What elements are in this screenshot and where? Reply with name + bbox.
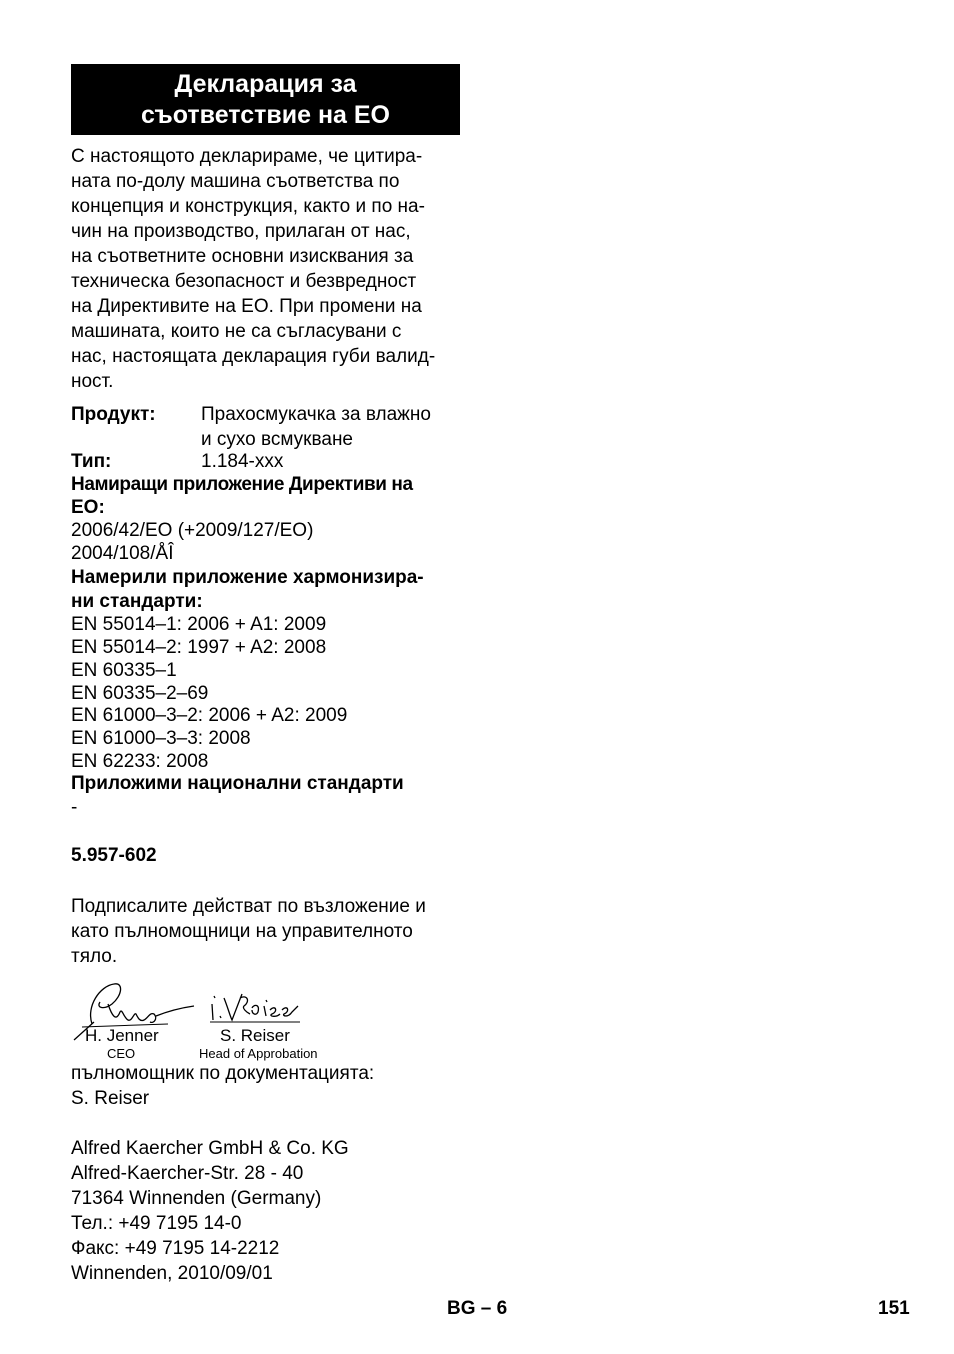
page-title (71, 64, 460, 135)
reiser-name: S. Reiser (220, 1026, 290, 1045)
directives-heading: Намиращи приложение Директиви на (71, 474, 413, 495)
footer-section: BG – 6 (447, 1298, 508, 1319)
intro-line: техническа безопасност и безвредност (71, 271, 417, 292)
company-line: Winnenden, 2010/09/01 (71, 1263, 273, 1284)
directive-item: 2004/108/ÅÎ (71, 543, 174, 564)
intro-line: на съответните основни изисквания за (71, 246, 414, 267)
reiser-signature-image (206, 990, 302, 1026)
standard-item: EN 55014–2: 1997 + A2: 2008 (71, 637, 327, 658)
intro-line: ната по-долу машина съответства по (71, 171, 400, 192)
intro-line: концепция и конструкция, както и по на- (71, 196, 425, 217)
standards-heading-cont: ни стандарти: (71, 591, 203, 612)
intro-line: на Директивите на ЕО. При промени на (71, 296, 422, 317)
national-heading: Приложими национални стандарти (71, 773, 404, 794)
jenner-name: H. Jenner (85, 1026, 159, 1045)
standard-item: EN 60335–2–69 (71, 683, 209, 704)
authorized-label: пълномощник по документацията: (71, 1063, 375, 1084)
company-line: Тел.: +49 7195 14-0 (71, 1213, 242, 1234)
signatories-line: тяло. (71, 946, 118, 967)
intro-line: нас, настоящата декларация губи валид- (71, 346, 436, 367)
jenner-role: CEO (107, 1046, 136, 1061)
standard-item: EN 61000–3–3: 2008 (71, 728, 251, 749)
national-value: - (71, 797, 78, 818)
directives-heading-cont: ЕО: (71, 497, 105, 518)
product-value: Прахосмукачка за влажно (201, 404, 431, 425)
signatories-line: Подписалите действат по възложение и (71, 896, 426, 917)
intro-line: машината, които не са съгласувани с (71, 321, 402, 342)
product-value-cont: и сухо всмукване (201, 429, 353, 450)
company-line: Alfred Kaercher GmbH & Co. KG (71, 1138, 349, 1159)
type-value: 1.184-xxx (201, 451, 284, 472)
standard-item: EN 55014–1: 2006 + A1: 2009 (71, 614, 327, 635)
title-line-1: Декларация за (174, 69, 357, 98)
intro-line: чин на производство, прилаган от нас, (71, 221, 411, 242)
page-number: 151 (878, 1298, 910, 1319)
standard-item: EN 62233: 2008 (71, 751, 209, 772)
directive-item: 2006/42/ЕО (+2009/127/ЕО) (71, 520, 314, 541)
company-line: Alfred-Kaercher-Str. 28 - 40 (71, 1163, 304, 1184)
standard-item: EN 60335–1 (71, 660, 177, 681)
reiser-role: Head of Approbation (199, 1046, 318, 1061)
company-line: 71364 Winnenden (Germany) (71, 1188, 322, 1209)
signatories-line: като пълномощници на управителното (71, 921, 413, 942)
document-number: 5.957-602 (71, 845, 157, 866)
company-line: Факс: +49 7195 14-2212 (71, 1238, 280, 1259)
type-label: Тип: (71, 451, 112, 472)
title-line-2: съответствие на ЕО (140, 100, 391, 129)
intro-line: С настоящото декларираме, че цитира- (71, 146, 423, 167)
authorized-name: S. Reiser (71, 1088, 150, 1109)
standard-item: EN 61000–3–2: 2006 + A2: 2009 (71, 705, 348, 726)
intro-line: ност. (71, 371, 114, 392)
product-label: Продукт: (71, 404, 156, 425)
standards-heading: Намерили приложение хармонизира- (71, 567, 424, 588)
